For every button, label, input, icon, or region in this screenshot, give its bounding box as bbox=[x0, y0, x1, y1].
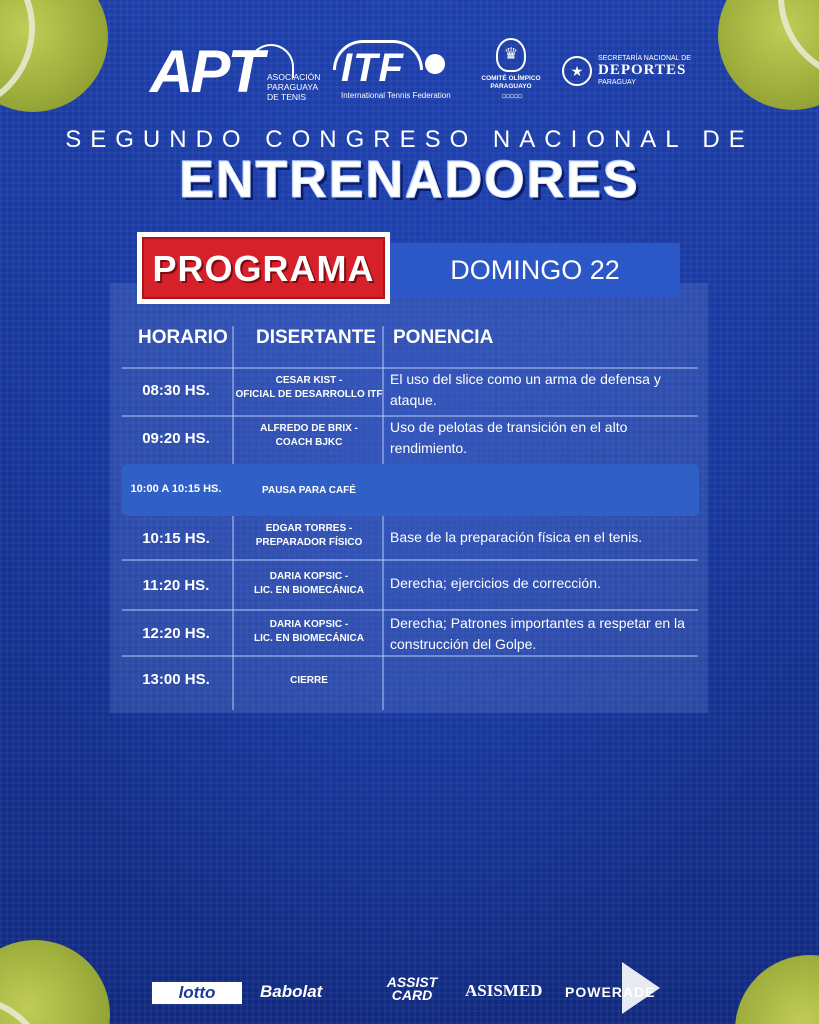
headline-subtitle: SEGUNDO CONGRESO NACIONAL DE bbox=[65, 126, 754, 153]
speaker-name: PAUSA PARA CAFÉ bbox=[262, 485, 356, 496]
row-time: 12:20 HS. bbox=[142, 625, 210, 642]
speaker-name: DARIA KOPSIC - bbox=[269, 571, 349, 582]
row-time: 09:20 HS. bbox=[142, 430, 210, 447]
tennis-ball-icon bbox=[425, 54, 445, 74]
table-row bbox=[122, 610, 698, 655]
table-row bbox=[122, 560, 698, 609]
star-seal-icon: ★ bbox=[562, 56, 592, 86]
headline-title: ENTRENADORES bbox=[179, 151, 640, 209]
row-talk: Derecha; Patrones importantes a respetar en la construcción del Golpe. bbox=[390, 615, 685, 652]
coi-logo bbox=[476, 38, 546, 102]
row-talk: El uso del slice como un arma de defensa y ataque. bbox=[390, 371, 661, 408]
speaker-role: OFICIAL DE DESARROLLO ITF bbox=[235, 389, 383, 400]
table-row bbox=[122, 416, 698, 462]
table-row bbox=[122, 464, 698, 516]
speaker-name: ALFREDO DE BRIX - bbox=[260, 423, 358, 434]
table-row bbox=[122, 517, 698, 559]
row-speaker bbox=[234, 422, 384, 450]
table-row bbox=[122, 368, 698, 415]
row-time: 10:15 HS. bbox=[142, 530, 210, 547]
row-speaker bbox=[234, 570, 384, 598]
programa-label: PROGRAMA bbox=[142, 237, 385, 299]
speaker-role: PREPARADOR FÍSICO bbox=[255, 537, 363, 548]
deportes-logo bbox=[562, 55, 691, 86]
deportes-line2: DEPORTES bbox=[598, 62, 687, 78]
apt-logo bbox=[150, 38, 327, 105]
row-speaker bbox=[234, 522, 384, 550]
day-label: DOMINGO 22 bbox=[390, 243, 680, 297]
lotto-logo: lotto bbox=[152, 982, 242, 1004]
row-speaker bbox=[234, 484, 384, 498]
header-horario: HORARIO bbox=[138, 327, 228, 348]
itf-mark: ITF bbox=[341, 46, 404, 90]
babolat-logo: Babolat bbox=[260, 982, 323, 1001]
row-speaker bbox=[234, 674, 384, 688]
header-ponencia: PONENCIA bbox=[393, 327, 494, 348]
assist-card-logo: ASSIST CARD bbox=[386, 974, 438, 1003]
row-speaker bbox=[234, 618, 384, 646]
speaker-role: COACH BJKC bbox=[275, 437, 343, 448]
apt-subtitle: ASOCIACIÓN PARAGUAYA DE TENIS bbox=[267, 72, 321, 102]
speaker-name: CESAR KIST - bbox=[275, 375, 343, 386]
tennis-ball-decoration bbox=[0, 0, 108, 112]
speaker-role: LIC. EN BIOMECÁNICA bbox=[254, 633, 364, 644]
deportes-line1: SECRETARÍA NACIONAL DE bbox=[598, 55, 691, 62]
itf-logo bbox=[333, 38, 453, 100]
row-time: 11:20 HS. bbox=[142, 577, 210, 594]
olympic-rings-icon: ○○○○○ bbox=[500, 91, 522, 102]
deportes-line3: PARAGUAY bbox=[598, 79, 636, 86]
table-row bbox=[122, 656, 698, 706]
row-talk: Base de la preparación física en el tenis. bbox=[390, 529, 643, 545]
coi-subtitle: COMITÉ OLÍMPICO PARAGUAYO bbox=[481, 75, 541, 90]
asismed-logo: ASISMED bbox=[465, 981, 543, 1000]
speaker-role: LIC. EN BIOMECÁNICA bbox=[254, 585, 364, 596]
speaker-name: DARIA KOPSIC - bbox=[269, 619, 349, 630]
powerade-logo: POWERADE bbox=[565, 984, 656, 1000]
row-talk: Uso de pelotas de transición en el alto rendimiento. bbox=[390, 419, 628, 456]
lion-crest-icon: ♛ bbox=[496, 38, 526, 72]
row-talk: Derecha; ejercicios de corrección. bbox=[390, 575, 601, 591]
itf-arc-icon bbox=[333, 40, 423, 70]
row-time: 13:00 HS. bbox=[142, 671, 210, 688]
programa-badge bbox=[137, 232, 390, 304]
sponsors-bar bbox=[0, 972, 819, 1012]
speaker-name: EDGAR TORRES - bbox=[265, 523, 353, 534]
row-time: 10:00 A 10:15 HS. bbox=[130, 483, 222, 495]
itf-subtitle: International Tennis Federation bbox=[341, 91, 451, 100]
row-time: 08:30 HS. bbox=[142, 382, 210, 399]
speaker-name: CIERRE bbox=[290, 675, 328, 686]
header-disertante: DISERTANTE bbox=[256, 327, 376, 348]
row-speaker bbox=[234, 374, 384, 402]
tennis-ball-decoration bbox=[718, 0, 819, 110]
apt-arc-icon bbox=[248, 44, 294, 78]
apt-mark: APT bbox=[150, 38, 261, 105]
